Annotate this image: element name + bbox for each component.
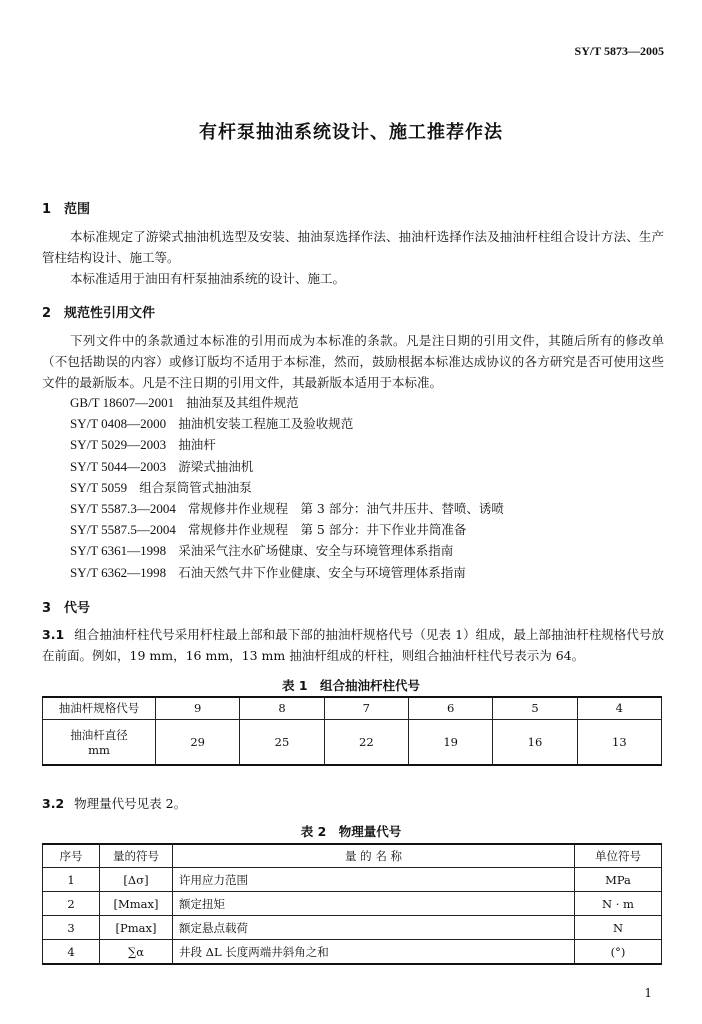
table-cell: 5 [493, 697, 577, 719]
row-header-unit: mm [88, 742, 110, 757]
table-cell: 1 [43, 868, 100, 892]
section-number: 1 [42, 202, 52, 217]
column-header: 量的符号 [100, 844, 173, 868]
table-cell: 19 [408, 719, 492, 765]
reference-item [70, 498, 504, 519]
standard-code: SY/T 5873—2005 [574, 44, 664, 58]
reference-code: SY/T 5044—2003 [70, 458, 167, 474]
table-row [43, 697, 662, 719]
reference-item [70, 540, 504, 561]
reference-item [70, 519, 504, 540]
table-cell: 13 [577, 719, 661, 765]
clause-3-1 [42, 624, 664, 666]
table-cell: N · m [575, 892, 662, 916]
reference-title: 抽油杆 [178, 437, 216, 453]
reference-title: 常规修井作业规程 第 3 部分：油气井压井、替喷、诱喷 [187, 500, 504, 516]
row-header [43, 719, 156, 765]
table-cell: 4 [43, 940, 100, 965]
table-header-row [43, 844, 662, 868]
reference-code: SY/T 5587.5—2004 [70, 522, 176, 538]
table-cell: 额定悬点载荷 [173, 916, 575, 940]
table-cell: 8 [240, 697, 324, 719]
reference-item [70, 413, 504, 434]
table-cell: 22 [324, 719, 408, 765]
table-1-caption: 表 1 组合抽油杆柱代号 [281, 678, 421, 693]
clause-number: 3.1 [42, 627, 65, 642]
clause-3-2 [42, 793, 664, 814]
clause-text: 组合抽油杆柱代号采用杆柱最上部和最下部的抽油杆规格代号（见表 1）组成，最上部抽油杆柱规格代号放在前面。例如，19 mm，16 mm，13 mm 抽油杆组成的杆柱，则组合抽油杆柱代号表示为 64。 [42, 627, 664, 663]
table-1 [42, 696, 662, 766]
page-number: 1 [644, 986, 652, 1000]
section-number: 2 [42, 306, 52, 321]
reference-title: 石油天然气井下作业健康、安全与环境管理体系指南 [178, 564, 466, 580]
section-1-paragraph-2: 本标准适用于油田有杆泵抽油系统的设计、施工。 [70, 271, 346, 286]
reference-item [70, 562, 504, 583]
section-title: 代号 [64, 601, 91, 616]
reference-code: SY/T 0408—2000 [70, 416, 167, 432]
reference-title: 采油采气注水矿场健康、安全与环境管理体系指南 [178, 543, 454, 559]
reference-item [70, 477, 504, 498]
reference-item [70, 434, 504, 455]
table-cell: N [575, 916, 662, 940]
reference-code: SY/T 5029—2003 [70, 437, 167, 453]
clause-text: 物理量代号见表 2。 [74, 796, 187, 811]
reference-list [70, 392, 504, 583]
table-cell: 9 [156, 697, 240, 719]
table-row [43, 916, 662, 940]
section-title: 范围 [64, 202, 91, 217]
table-cell: 井段 ΔL 长度两端井斜角之和 [173, 940, 575, 965]
section-2-paragraph: 下列文件中的条款通过本标准的引用而成为本标准的条款。凡是注日期的引用文件，其随后所有的修改单（不包括勘误的内容）或修订版均不适用于本标准，然而，鼓励根据本标准达成协议的各方研究是否可使用这些文件的最新版本。凡是不注日期的引用文件，其最新版本适用于本标准。 [42, 333, 664, 390]
table-cell: (°) [575, 940, 662, 965]
table-row [43, 719, 662, 765]
section-2-heading [42, 302, 155, 321]
row-header: 抽油杆规格代号 [43, 697, 156, 719]
section-1-heading [42, 198, 90, 217]
table-cell: 许用应力范围 [173, 868, 575, 892]
table-cell: [Mmax] [100, 892, 173, 916]
reference-title: 抽油泵及其组件规范 [186, 395, 299, 410]
section-number: 3 [42, 601, 52, 616]
table-cell: [Pmax] [100, 916, 173, 940]
reference-code: GB/T 18607—2001 [70, 395, 175, 410]
table-cell: 额定扭矩 [173, 892, 575, 916]
table-cell: 3 [43, 916, 100, 940]
table-2 [42, 843, 662, 965]
reference-item [70, 456, 504, 477]
row-header-line: 抽油杆直径 [70, 727, 128, 742]
table-row [43, 892, 662, 916]
table-cell: 6 [408, 697, 492, 719]
table-cell: 29 [156, 719, 240, 765]
reference-title: 常规修井作业规程 第 5 部分：井下作业井筒准备 [187, 522, 467, 538]
table-cell: 16 [493, 719, 577, 765]
reference-item [70, 392, 504, 413]
table-row [43, 868, 662, 892]
table-cell: 2 [43, 892, 100, 916]
column-header: 量 的 名 称 [173, 844, 575, 868]
table-cell: 7 [324, 697, 408, 719]
column-header: 序号 [43, 844, 100, 868]
table-row [43, 940, 662, 965]
section-3-heading [42, 597, 90, 616]
table-2-caption: 表 2 物理量代号 [300, 824, 402, 839]
table-cell: MPa [575, 868, 662, 892]
table-cell: 25 [240, 719, 324, 765]
page-title: 有杆泵抽油系统设计、施工推荐作法 [199, 122, 503, 143]
reference-code: SY/T 5587.3—2004 [70, 500, 176, 516]
reference-title: 游梁式抽油机 [178, 458, 254, 474]
column-header: 单位符号 [575, 844, 662, 868]
table-cell: [Δσ] [100, 868, 173, 892]
clause-number: 3.2 [42, 796, 65, 811]
reference-code: SY/T 6361—1998 [70, 543, 167, 559]
table-cell: 4 [577, 697, 661, 719]
section-1-paragraph-1: 本标准规定了游梁式抽油机选型及安装、抽油泵选择作法、抽油杆选择作法及抽油杆柱组合设计方法、生产管柱结构设计、施工等。 [42, 229, 664, 265]
reference-title: 组合泵筒管式抽油泵 [139, 479, 252, 495]
reference-code: SY/T 6362—1998 [70, 564, 167, 580]
reference-title: 抽油机安装工程施工及验收规范 [178, 416, 354, 432]
reference-code: SY/T 5059 [70, 479, 128, 495]
section-title: 规范性引用文件 [64, 306, 156, 321]
table-cell: ∑α [100, 940, 173, 965]
